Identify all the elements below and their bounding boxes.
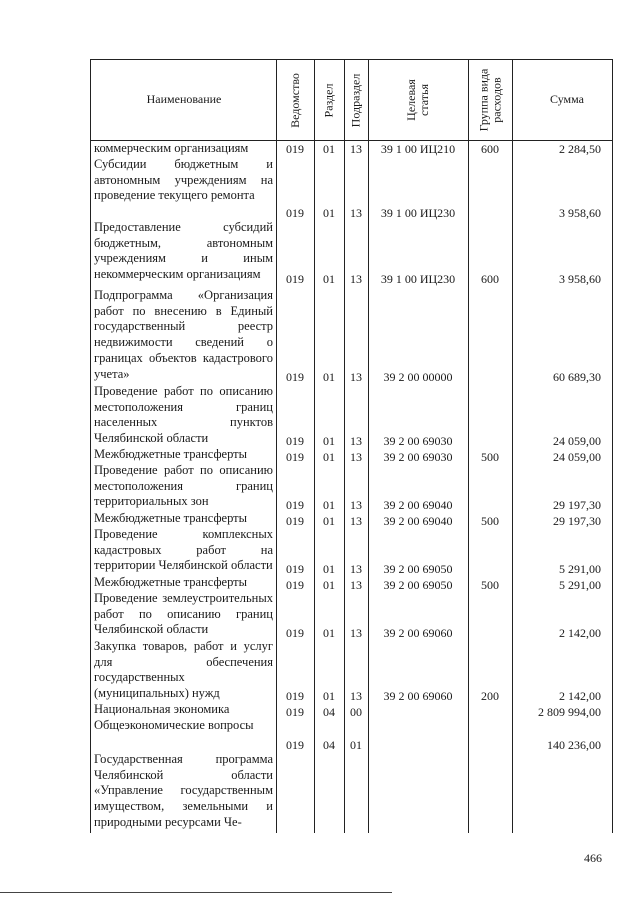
header-razdel: Раздел [321,83,336,117]
row-podrazdel: 13 [350,272,362,286]
row-celevaya: 39 2 00 69060 [383,626,453,640]
row-name: Государственная программа Челябинской области «Управление государственным имуществом, земельными и природными ресурсами Че- [94,752,273,829]
row-razdel: 01 [323,370,335,384]
row-podrazdel: 13 [350,498,362,512]
header-gruppa: Группа вида расходов [476,68,503,132]
header-razdel-cell [314,64,344,136]
row-razdel: 04 [323,738,335,752]
header-podrazdel: Подраздел [348,73,363,127]
row-razdel: 01 [323,562,335,576]
row-name: Проведение землеустроительных работ по описанию границ Челябинской области [94,591,273,637]
row-name: Общеэкономические вопросы [94,718,254,732]
row-podrazdel: 13 [350,689,362,703]
row-celevaya: 39 2 00 69030 [383,450,453,464]
row-name: Национальная экономика [94,702,230,716]
row-podrazdel: 13 [350,434,362,448]
row-celevaya: 39 2 00 69040 [383,514,453,528]
row-podrazdel: 13 [350,370,362,384]
row-celevaya: 39 1 00 ИЦ230 [380,206,456,220]
row-vedomstvo: 019 [286,370,304,384]
row-summa: 60 689,30 [553,370,601,384]
row-razdel: 01 [323,514,335,528]
row-gruppa: 600 [481,142,499,156]
header-celevaya-cell [368,64,468,136]
row-podrazdel: 13 [350,626,362,640]
header-vedomstvo: Ведомство [287,72,302,128]
row-vedomstvo: 019 [286,689,304,703]
row-celevaya: 39 2 00 69060 [383,689,453,703]
row-vedomstvo: 019 [286,272,304,286]
column-divider [468,59,469,833]
row-razdel: 04 [323,705,335,719]
row-vedomstvo: 019 [286,514,304,528]
row-celevaya: 39 2 00 00000 [383,370,453,384]
row-celevaya: 39 1 00 ИЦ230 [380,272,456,286]
row-name: Проведение работ по описанию местоположения границ населенных пунктов Челябинской области [94,384,273,446]
row-gruppa: 500 [481,514,499,528]
row-celevaya: 39 1 00 ИЦ210 [380,142,456,156]
row-celevaya: 39 2 00 69050 [383,578,453,592]
row-vedomstvo: 019 [286,142,304,156]
row-summa: 24 059,00 [553,434,601,448]
row-summa: 2 142,00 [559,689,601,703]
row-gruppa: 200 [481,689,499,703]
row-summa: 2 809 994,00 [538,705,601,719]
row-gruppa: 500 [481,578,499,592]
row-razdel: 01 [323,498,335,512]
header-vedomstvo-cell [276,64,314,136]
row-summa: 5 291,00 [559,578,601,592]
row-summa: 24 059,00 [553,450,601,464]
footer-rule [0,892,392,893]
row-podrazdel: 13 [350,514,362,528]
row-name: Предоставление субсидий бюджетным, автономным учреждениям и иным некоммерческим организациям [94,220,273,282]
row-summa: 29 197,30 [553,514,601,528]
row-celevaya: 39 2 00 69040 [383,498,453,512]
row-razdel: 01 [323,578,335,592]
row-razdel: 01 [323,689,335,703]
row-name: Межбюджетные трансферты [94,447,248,461]
row-summa: 5 291,00 [559,562,601,576]
row-summa: 29 197,30 [553,498,601,512]
row-razdel: 01 [323,272,335,286]
header-gruppa-cell [468,64,512,136]
row-summa: 2 142,00 [559,626,601,640]
header-name: Наименование [146,92,222,106]
row-podrazdel: 01 [350,738,362,752]
row-summa: 2 284,50 [559,142,601,156]
row-razdel: 01 [323,450,335,464]
row-vedomstvo: 019 [286,434,304,448]
row-vedomstvo: 019 [286,498,304,512]
header-celevaya: Целевая статья [403,79,431,121]
row-razdel: 01 [323,434,335,448]
row-razdel: 01 [323,206,335,220]
row-razdel: 01 [323,142,335,156]
row-vedomstvo: 019 [286,450,304,464]
header-summa: Сумма [550,92,584,106]
header-podrazdel-cell [344,64,368,136]
row-celevaya: 39 2 00 69050 [383,562,453,576]
row-podrazdel: 13 [350,562,362,576]
row-gruppa: 600 [481,272,499,286]
row-celevaya: 39 2 00 69030 [383,434,453,448]
row-name: Субсидии бюджетным и автономным учреждениям на проведение текущего ремонта [94,157,273,203]
table-border-top [90,59,612,60]
row-name: Проведение комплексных кадастровых работ на территории Челябинской области [94,527,273,573]
row-gruppa: 500 [481,450,499,464]
row-vedomstvo: 019 [286,705,304,719]
row-podrazdel: 13 [350,578,362,592]
row-name: Подпрограмма «Организация работ по внесению в Единый государственный реестр недвижимости сведений о границах объектов кадастрового учета» [94,288,273,381]
row-name: Проведение работ по описанию местоположения границ территориальных зон [94,463,273,509]
row-razdel: 01 [323,626,335,640]
row-summa: 140 236,00 [547,738,601,752]
row-podrazdel: 13 [350,142,362,156]
row-name: коммерческим организациям [94,141,249,155]
page-number: 466 [584,851,602,865]
row-vedomstvo: 019 [286,626,304,640]
row-summa: 3 958,60 [559,206,601,220]
row-vedomstvo: 019 [286,578,304,592]
row-vedomstvo: 019 [286,206,304,220]
row-vedomstvo: 019 [286,562,304,576]
row-vedomstvo: 019 [286,738,304,752]
table-border-left [90,59,91,833]
row-summa: 3 958,60 [559,272,601,286]
row-name: Межбюджетные трансферты [94,511,248,525]
row-name: Межбюджетные трансферты [94,575,248,589]
row-name: Закупка товаров, работ и услуг для обеспечения государственных (муниципальных) нужд [94,639,273,701]
row-podrazdel: 00 [350,705,362,719]
row-podrazdel: 13 [350,206,362,220]
row-podrazdel: 13 [350,450,362,464]
table-border-right [612,59,613,833]
